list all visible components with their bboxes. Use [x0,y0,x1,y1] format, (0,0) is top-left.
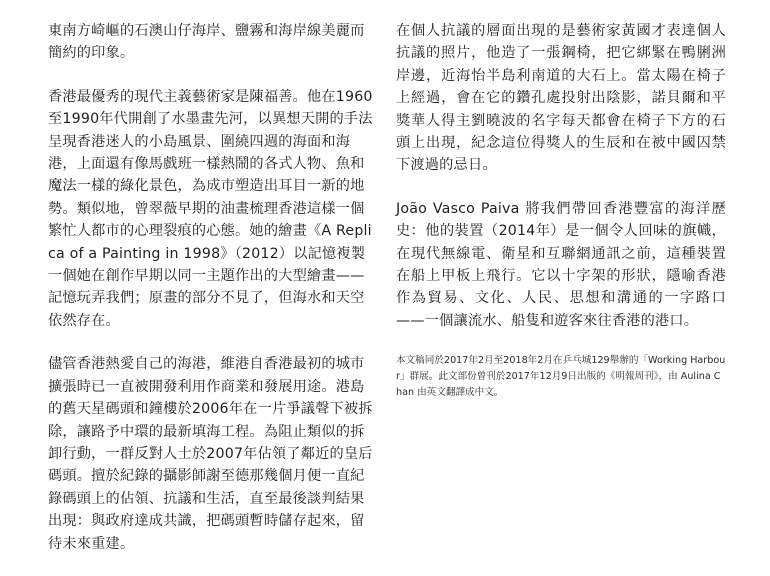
paragraph-coastal-impression: 東南方崎嶇的石澳山仔海岸、鹽霧和海岸線美麗而簡約的印象。 [48,23,365,62]
paragraph-maritime-history: João Vasco Paiva 將我們帶回香港豐富的海洋歷史：他的裝置（2014年）是一個令人回味的旗幟，在現代無線電、衛星和互聯網通訊之前，這種裝置在船上甲板上飛行。它以十字架的形狀，隱喻香港作為貿易、文化、人民、思想和溝通的一字路口——一個讓流水、船隻和遊客來往香港的港口。 [396,200,726,329]
paragraph-individual-protest: 在個人抗議的層面出現的是藝術家黃國才表達個人抗議的照片，他造了一張鋼椅，把它綁緊在鴨脷洲岸邊，近海怡半島利南道的大石上。當太陽在椅子上經過，會在它的鑽孔處投射出陰影，諾貝爾和平獎華人得主劉曉波的名字每天都會在椅子下方的石頭上出現，紀念這位得獎人的生辰和在被中國囚禁下渡過的忌日。 [396,23,726,174]
right-column [396,20,726,401]
paragraph-modernist-artists: 香港最優秀的現代主義藝術家是陳福善。他在1960至1990年代開創了水墨畫先河，以異想天開的手法呈現香港迷人的小島風景、圍繞四週的海面和海港，上面還有像馬戲班一樣熱鬧的各式人物、魚和魔法一樣的綠化景色，為成市塑造出耳目一新的地勢。類似地，曾翠薇早期的油畫梳理香港這樣一個繁忙人都市的心理裂痕的心態。她的繪畫《A Replica of a Painting in 1998》（2012）以記憶複製一個她在創作早期以同一主題作出的大型繪畫——記憶玩弄我們；原畫的部分不見了，但海水和天空依然存在。 [48,88,373,329]
paragraph-harbour-development: 儘管香港熱愛自己的海港，維港自香港最初的城市擴張時已一直被開發利用作商業和發展用途。港島的舊天星碼頭和鐘樓於2006年在一片爭議聲下被拆除，讓路予中環的最新填海工程。為阻止類似的拆卸行動，一群反對人士於2007年佔領了鄰近的皇后碼頭。擅於紀錄的攝影師謝至德那幾個月便一直紀錄碼頭上的佔領、抗議和生活，直至最後談判結果出現：與政府達成共識，把碼頭暫時儲存起來，留待未來重建。 [48,356,373,552]
footnote: 本文稿同於2017年2月至2018年2月在乒乓城129舉辦的「Working Harbour」群展。此文部份曾刊於2017年12月9日出版的《明報周刊》，由 Aulina Chan 由英文翻譯成中文。 [396,355,726,399]
left-column [48,20,378,576]
